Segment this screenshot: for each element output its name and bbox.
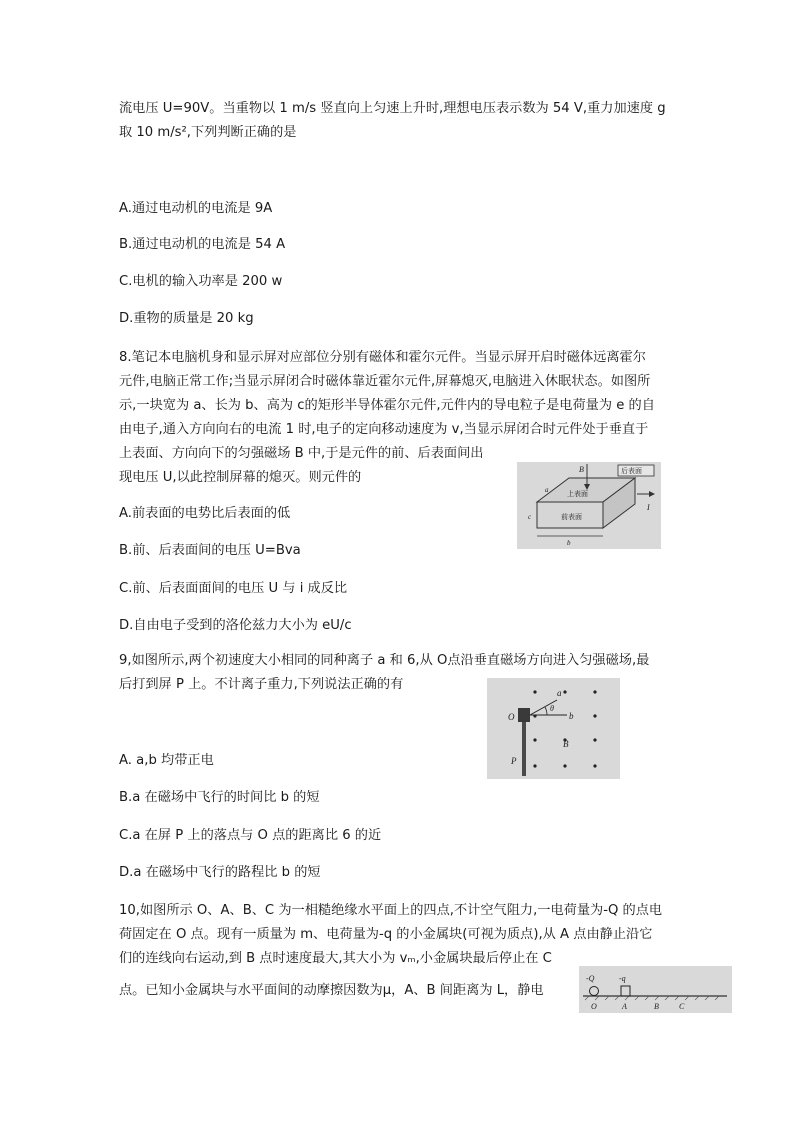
label-field-b: B [563,739,569,749]
q8-line-5: 上表面、方向向下的匀强磁场 B 中,于是元件的前、后表面间出 [119,446,484,461]
label-front-surface: 前表面 [561,513,582,521]
q9-line-2: 后打到屏 P 上。不计离子重力,下列说法正确的有 [119,677,404,692]
label-neg-q-small: -q [619,974,626,983]
label-width-a: a [545,486,549,494]
q10-line-2: 荷固定在 O 点。现有一质量为 m、电荷量为-q 的小金属块(可视为质点),从 A 点由静止沿它 [119,927,653,942]
hall-element-figure [517,462,661,549]
q8-option-d: D.自由电子受到的洛伦兹力大小为 eU/c [119,618,352,633]
q9-option-c: C.a 在屏 P 上的落点与 O 点的距离比 6 的近 [119,828,382,843]
magnetic-field-figure [487,678,620,779]
label-b: b [569,711,574,721]
q8-line-3: 示,一块宽为 a、长为 b、高为 c的矩形半导体霍尔元件,元件内的导电粒子是电荷量为 e 的自 [119,398,655,413]
label-back-surface: 后表面 [621,467,642,475]
label-length-b: b [567,539,571,547]
q7-option-d: D.重物的质量是 20 kg [119,311,254,326]
q7-line-1: 流电压 U=90V。当重物以 1 m/s 竖直向上匀速上升时,理想电压表示数为 54 V,重力加速度 g [119,101,666,116]
label-a: a [557,688,562,698]
q10-line-1: 10,如图所示 O、A、B、C 为一相糙绝缘水平面上的四点,不计空气阻力,一电荷量为-Q 的点电 [119,903,663,918]
label-a: A [622,1002,627,1011]
label-b: B [654,1002,659,1011]
q7-option-c: C.电机的输入功率是 200 w [119,274,283,289]
q7-option-b: B.通过电动机的电流是 54 A [119,237,286,252]
current-arrowhead [649,491,655,497]
q9-option-a: A. a,b 均带正电 [119,753,214,768]
q8-line-2: 元件,电脑正常工作;当显示屏闭合时磁体靠近霍尔元件,屏幕熄灭,电脑进入休眠状态。如图所 [119,374,651,389]
q7-line-2: 取 10 m/s²,下列判断正确的是 [119,125,297,140]
q7-option-a: A.通过电动机的电流是 9A [119,201,273,216]
label-o: O [508,712,515,722]
field-dots [533,690,596,767]
label-top-surface: 上表面 [567,490,588,498]
q8-line-1: 8.笔记本电脑机身和显示屏对应部位分别有磁体和霍尔元件。当显示屏开启时磁体远离霍尔 [119,350,646,365]
screen-p [522,722,526,776]
q8-line-4: 由电子,通入方向向右的电流 1 时,电子的定向移动速度为 v,当显示屏闭合时元件处于垂直于 [119,422,649,437]
q9-line-1: 9,如图所示,两个初速度大小相同的同种离子 a 和 6,从 O点沿垂直磁场方向进入匀强磁场,最 [119,653,650,668]
ion-source-block [518,708,530,722]
angle-arc [545,707,547,715]
q8-option-b: B.前、后表面间的电压 U=Bva [119,543,301,558]
q10-line-3: 们的连线向右运动,到 B 点时速度最大,其大小为 vₘ,小金属块最后停止在 C [119,951,552,966]
label-b-field: B [579,465,584,474]
q8-option-c: C.前、后表面面间的电压 U 与 i 成反比 [119,581,348,596]
fixed-charge [590,987,599,996]
label-p: P [511,756,517,766]
label-theta: θ [550,704,554,713]
label-o: O [591,1002,597,1011]
q8-line-6: 现电压 U,以此控制屏幕的熄灭。则元件的 [119,470,362,485]
q8-option-a: A.前表面的电势比后表面的低 [119,506,291,521]
q9-option-d: D.a 在磁场中飞行的路程比 b 的短 [119,865,321,880]
label-neg-q-big: -Q [586,974,595,983]
metal-block [621,986,630,996]
surface-points-figure [579,966,732,1013]
label-current-i: I [647,503,650,512]
q9-option-b: B.a 在磁场中飞行的时间比 b 的短 [119,790,320,805]
q10-line-4: 点。已知小金属块与水平面间的动摩擦因数为μ，A、B 间距离为 L，静电 [119,983,544,998]
label-height-c: c [528,513,532,521]
label-c: C [679,1002,685,1011]
